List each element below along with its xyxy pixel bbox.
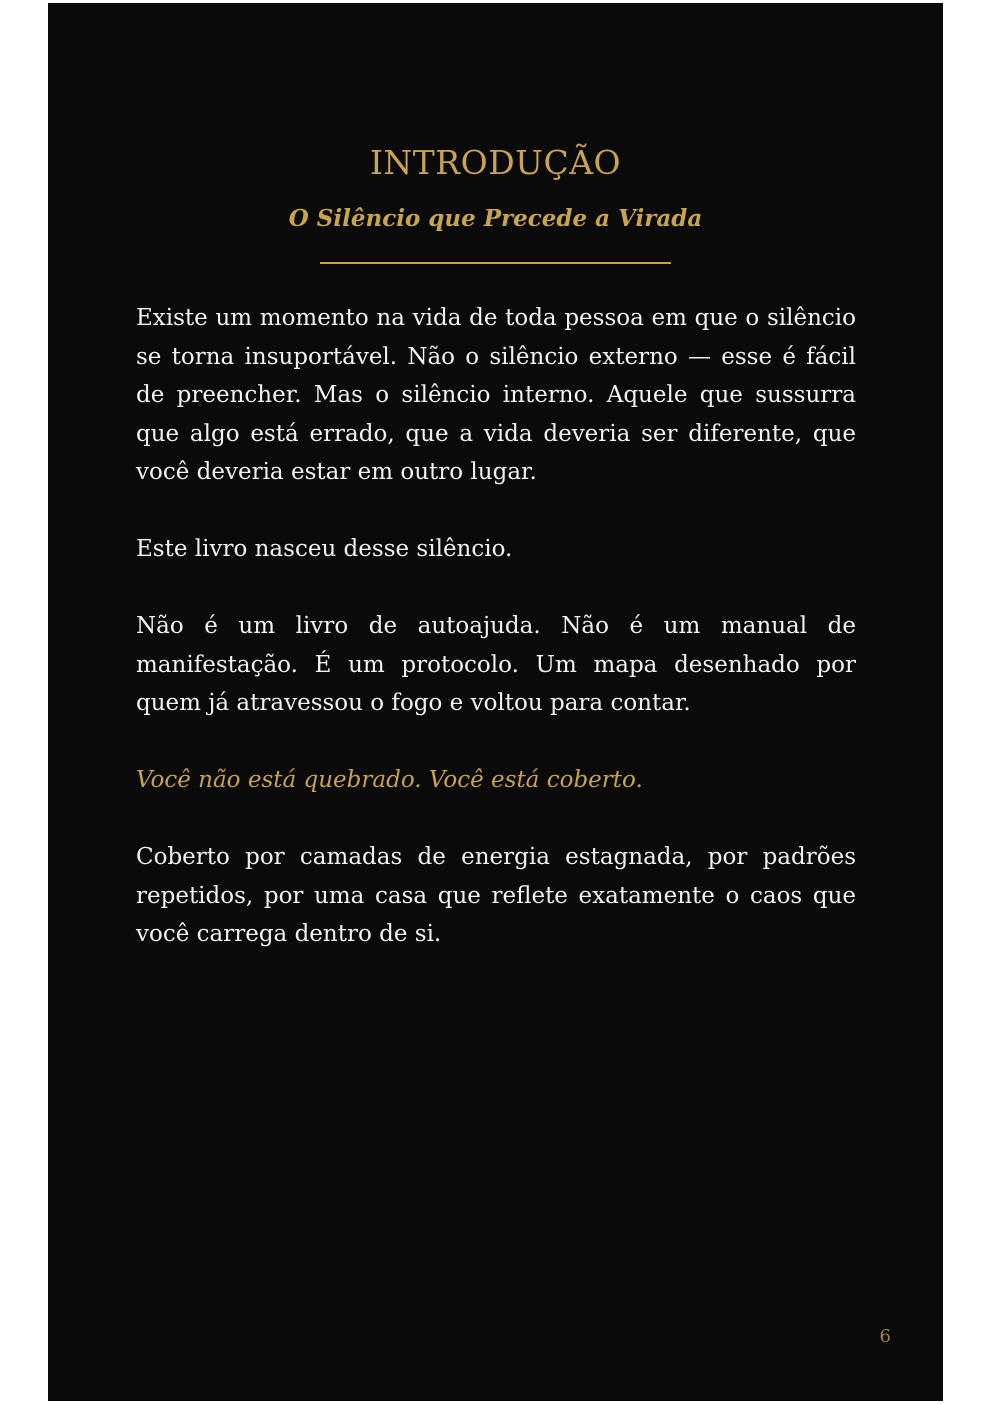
emphasis-quote: Você não está quebrado. Você está coberto. (136, 767, 643, 793)
chapter-subtitle: O Silêncio que Precede a Virada (288, 205, 703, 232)
chapter-body (136, 299, 856, 992)
page-number: 6 (879, 1326, 891, 1347)
book-page (48, 3, 943, 1401)
paragraph-1: Existe um momento na vida de toda pessoa em que o silêncio se torna insuportável. Não o silêncio externo — esse é fácil de preencher. Mas o silêncio interno. Aquele que sussurra que algo está errado, que a vida deveria ser diferente, que você deveria estar em outro lugar. (136, 305, 856, 485)
title-divider (320, 262, 671, 264)
paragraph-2: Este livro nasceu desse silêncio. (136, 536, 513, 562)
chapter-title: INTRODUÇÃO (369, 143, 622, 182)
paragraph-5: Coberto por camadas de energia estagnada, por padrões repetidos, por uma casa que reflete exatamente o caos que você carrega dentro de si. (136, 844, 856, 947)
paragraph-3: Não é um livro de autoajuda. Não é um manual de manifestação. É um protocolo. Um mapa desenhado por quem já atravessou o fogo e voltou para contar. (136, 613, 856, 716)
